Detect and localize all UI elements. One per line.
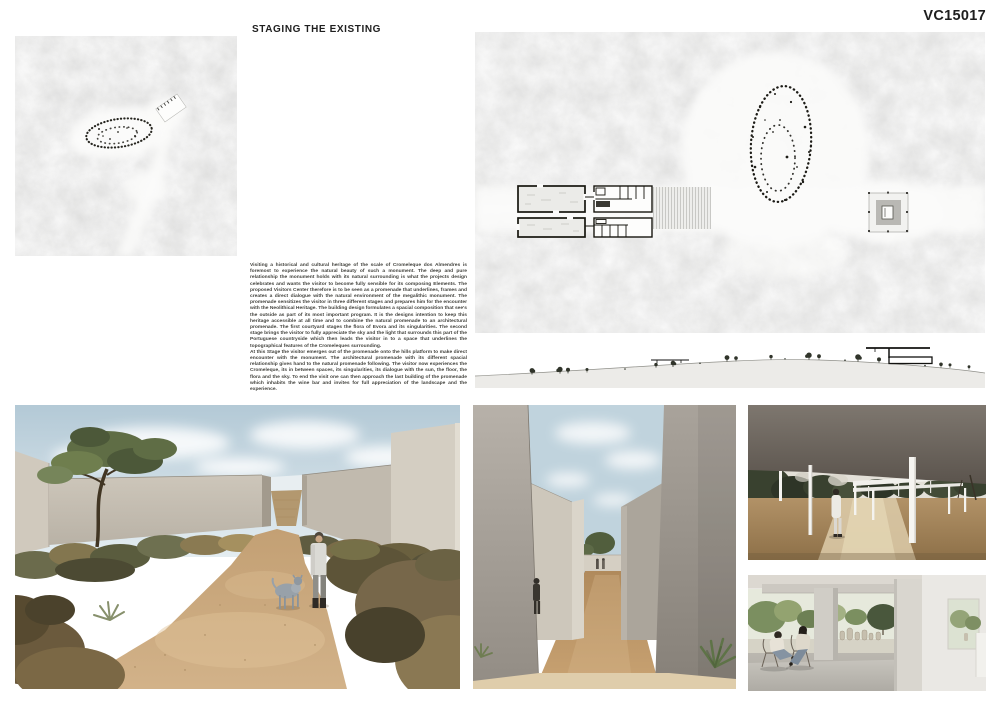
figure-master-plan — [475, 32, 985, 333]
far-wall-and-figures — [581, 555, 623, 571]
figure-section-elevation — [475, 336, 985, 388]
render-wine-bar — [748, 575, 986, 691]
figure-render-wine-bar — [748, 575, 986, 691]
section-elevation-drawing — [475, 336, 985, 388]
foreground-shrubs-left — [15, 595, 125, 689]
description-paragraph-2: At this Stage the visitor emerges out of the promenade onto the hills platform to make direct encounter with the monument. The architectural promenade with its different spacial relationship gives hand to the natural promenade following. The visitor now experiences the Cromeleque, its in between spaces, its singularities, its dialogue with the sun, the floor, the flora and the sky. To end the visit one can then approach the last building of the promenade which inhabits the wine bar and invites for full appreciation of the landscape and the experience. — [250, 349, 467, 393]
foreground-shrubs-right — [325, 540, 460, 689]
project-description — [250, 263, 467, 393]
foreground-shadow — [748, 553, 986, 560]
master-plan-drawing — [475, 32, 985, 333]
courtyard-buildings-plan — [516, 184, 586, 237]
render-approach-path — [15, 405, 460, 689]
board-code: VC15017 — [923, 8, 986, 24]
site-plan-sketch-drawing — [15, 36, 237, 256]
visitor-center-plan — [585, 186, 652, 237]
page-title: STAGING THE EXISTING — [252, 24, 382, 35]
render-canopy — [748, 405, 986, 560]
figure-render-canopy — [748, 405, 986, 560]
figure-render-approach-path — [15, 405, 460, 689]
figure-render-corridor — [473, 405, 736, 689]
wine-bar-plan — [868, 192, 908, 233]
render-corridor — [473, 405, 736, 689]
figure-site-plan-sketch — [15, 36, 237, 256]
description-paragraph-1: Visiting a historical and cultural heritage of the scale of Cromeleque dos Almendres is foremost to experience the natural beauty of such a monument. The deep and pure relationship the monument holds with its natural surrounding is what the projects design celebrates and wants the visitor to become fully sensible for its composing Elements. The proposed Visitors Center therefore is to be seen as a promenade that underlines, frames and creates a direct dialogue with the natural environment of the megalithic monument. The promenade sensitizes the visitor in three different stages and prepares him for the encounter with the Neolithical Heritage. The building design formulates a spacial composition that see's the outside as part of its most important program. It is the designs intention to keep this heritage accessible at all time and to combine the natural promenade to an architectural promenade. The first courtyard stages the flora of Evora and its singularities. The second stage brings the visitor to fully appreciate the sky and the light that surrounds this part of the Portuguese countryside which then leads the visitor in to a space that underlines the topographical features of the Cromeleques surrounding. — [250, 263, 467, 349]
hatched-promenade — [653, 187, 711, 229]
